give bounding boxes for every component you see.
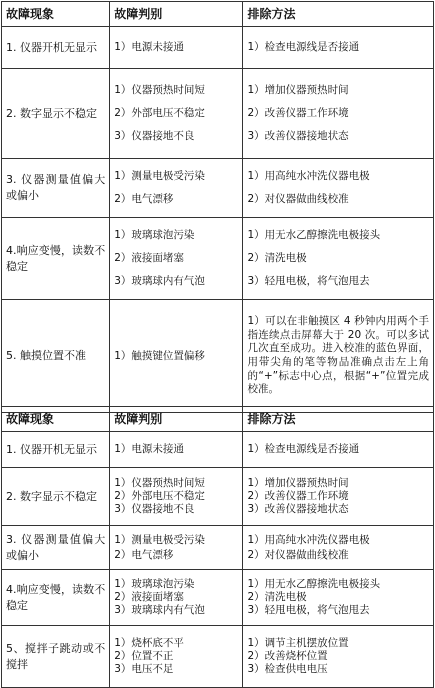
cause-item: 3）仪器接地不良: [114, 503, 195, 515]
fix-item: 1）增加仪器预热时间: [247, 84, 349, 96]
header-fix: 排除方法: [243, 2, 434, 27]
cause-item: 2）位置不正: [114, 650, 174, 662]
fix-item: 2）对仪器做曲线校准: [247, 548, 349, 561]
cause-cell: [110, 570, 243, 626]
fix-item: 3）改善仪器接地状态: [247, 503, 349, 515]
cause-cell: [110, 27, 243, 69]
symptom-cell: 4.响应变慢，读数不稳定: [2, 218, 110, 300]
cause-item: 3）电压不足: [114, 663, 174, 675]
cause-item: 1）仪器预热时间短: [114, 477, 205, 489]
cause-item: 1）电源未接通: [114, 41, 184, 53]
fix-item: 1）增加仪器预热时间: [247, 477, 349, 489]
fix-cell: [243, 526, 434, 570]
cause-cell: [110, 626, 243, 688]
table-row: [2, 69, 434, 159]
cause-item: 2）电气漂移: [114, 193, 174, 205]
fix-cell: [243, 468, 434, 526]
table-row: [2, 27, 434, 69]
header-symptom: 故障现象: [2, 407, 110, 432]
fix-cell: [243, 159, 434, 218]
symptom-cell: 5. 触摸位置不准: [2, 300, 110, 413]
fix-item: 2）改善仪器工作环境: [247, 107, 349, 119]
table-row: [2, 218, 434, 300]
cause-item: 2）液接面堵塞: [114, 252, 184, 264]
table-header-row: [2, 407, 434, 432]
fix-item: 1）检查电源线是否接通: [247, 443, 360, 455]
table-row: [2, 432, 434, 468]
table-header-row: [2, 2, 434, 27]
symptom-cell: 1. 仪器开机无显示: [2, 432, 110, 468]
fix-item: 2）清洗电极: [247, 252, 307, 264]
table-row: [2, 468, 434, 526]
cause-item: 3）仪器接地不良: [114, 130, 195, 142]
cause-item: 2）外部电压不稳定: [114, 107, 205, 119]
header-fix: 排除方法: [243, 407, 434, 432]
fix-item: 3）轻甩电极，将气泡甩去: [247, 604, 370, 616]
troubleshooting-table-2: [1, 406, 434, 688]
fix-item: 2）对仪器做曲线校准: [247, 193, 349, 205]
fix-item: 1）检查电源线是否接通: [247, 41, 360, 53]
cause-item: 1）烧杯底不平: [114, 637, 184, 649]
cause-item: 2）外部电压不稳定: [114, 490, 205, 502]
symptom-cell: 5、搅拌子跳动或不搅拌: [2, 626, 110, 688]
header-cause: 故障判别: [110, 2, 243, 27]
cause-item: 1）玻璃球泡污染: [114, 229, 195, 241]
cause-item: 1）电源未接通: [114, 443, 184, 455]
fix-cell: [243, 300, 434, 413]
cause-cell: [110, 468, 243, 526]
fix-cell: [243, 218, 434, 300]
table-row: [2, 159, 434, 218]
fix-cell: [243, 432, 434, 468]
table-row: [2, 300, 434, 413]
cause-item: 3）玻璃球内有气泡: [114, 604, 205, 616]
cause-item: 1）测量电极受污染: [114, 533, 205, 546]
symptom-cell: 4.响应变慢，读数不稳定: [2, 570, 110, 626]
fix-cell: [243, 27, 434, 69]
cause-cell: [110, 432, 243, 468]
fix-item: 3）改善仪器接地状态: [247, 130, 349, 142]
table-row: [2, 570, 434, 626]
header-cause: 故障判别: [110, 407, 243, 432]
cause-item: 2）电气漂移: [114, 548, 174, 561]
fix-item: 3）检查供电电压: [247, 663, 328, 675]
cause-cell: [110, 159, 243, 218]
fix-item: 1）用无水乙醇擦洗电极接头: [247, 578, 381, 590]
fix-item: 2）改善仪器工作环境: [247, 490, 349, 502]
fix-item: 2）清洗电极: [247, 591, 307, 603]
cause-item: 2）液接面堵塞: [114, 591, 184, 603]
fix-item: 1）可以在非触摸区 4 秒钟内用两个手指连续点击屏幕大于 20 次。可以多试几次直至成功。进入校准的蓝色界面，用带尖角的笔等物品准确点击左上角的“+”标志中心点，根据“+”位置完成校准。: [247, 315, 429, 396]
symptom-cell: 3. 仪器测量值偏大或偏小: [2, 159, 110, 218]
header-symptom: 故障现象: [2, 2, 110, 27]
symptom-cell: 2. 数字显示不稳定: [2, 69, 110, 159]
fix-item: 3）轻甩电极，将气泡甩去: [247, 275, 370, 287]
table-row: [2, 626, 434, 688]
symptom-cell: 3. 仪器测量值偏大或偏小: [2, 526, 110, 570]
cause-item: 3）玻璃球内有气泡: [114, 275, 205, 287]
troubleshooting-table-1: [1, 1, 434, 413]
cause-cell: [110, 526, 243, 570]
fix-item: 1）调节主机摆放位置: [247, 637, 349, 649]
cause-cell: [110, 218, 243, 300]
fix-cell: [243, 570, 434, 626]
cause-item: 1）触摸键位置偏移: [114, 349, 205, 362]
table-row: [2, 526, 434, 570]
symptom-cell: 2. 数字显示不稳定: [2, 468, 110, 526]
fix-item: 2）改善烧杯位置: [247, 650, 328, 662]
cause-item: 1）测量电极受污染: [114, 170, 205, 182]
fix-item: 1）用高纯水冲洗仪器电极: [247, 533, 370, 546]
cause-item: 1）仪器预热时间短: [114, 84, 205, 96]
cause-cell: [110, 69, 243, 159]
cause-cell: [110, 300, 243, 413]
cause-item: 1）玻璃球泡污染: [114, 578, 195, 590]
fix-cell: [243, 626, 434, 688]
fix-cell: [243, 69, 434, 159]
fix-item: 1）用无水乙醇擦洗电极接头: [247, 229, 381, 241]
fix-item: 1）用高纯水冲洗仪器电极: [247, 170, 370, 182]
symptom-cell: 1. 仪器开机无显示: [2, 27, 110, 69]
